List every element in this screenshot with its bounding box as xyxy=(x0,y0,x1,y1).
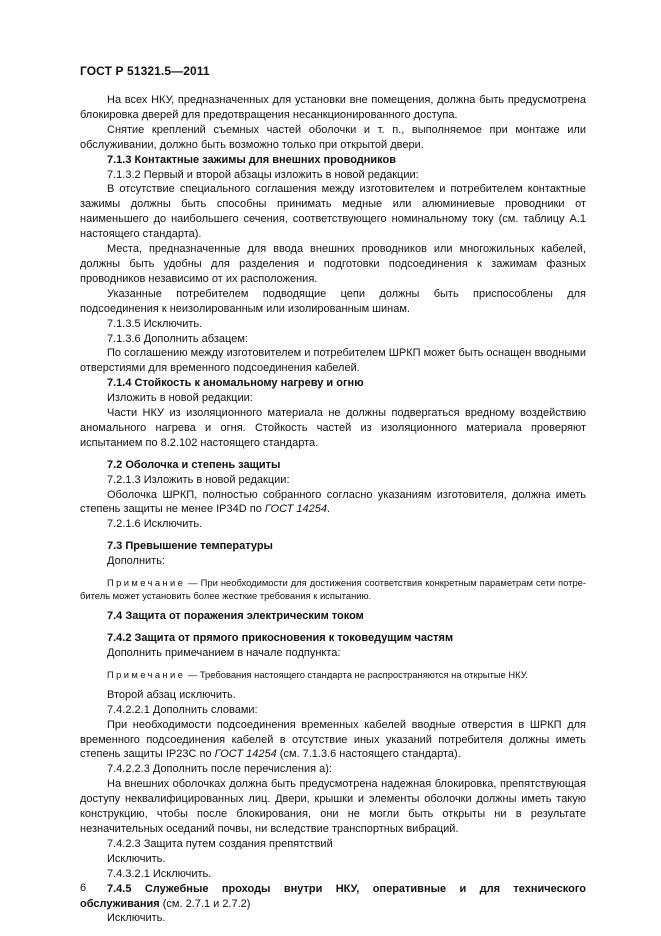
body-paragraph xyxy=(80,242,586,287)
body-paragraph xyxy=(80,762,586,777)
paragraph-text-tail: . xyxy=(327,503,331,516)
paragraph-text: Места, предназначенные для ввода внешних проводников или многожильных кабелей, должны быть удобны для разделения и подготовки подсоединения к зажимам фазных проводников независимо от их расположения. xyxy=(80,243,586,285)
body-paragraph xyxy=(80,718,586,763)
paragraph-text: Указанные потребителем подводящие цепи должны быть приспособлены для подсоединения к неизолированным или изолированным шинам. xyxy=(80,287,586,315)
section-heading-text: 7.1.3 Контактные зажимы для внешних проводников xyxy=(107,153,397,166)
section-heading-text: 7.3 Превышение температуры xyxy=(107,540,273,553)
body-paragraph xyxy=(80,93,586,123)
section-heading xyxy=(80,609,586,624)
paragraph-text: Дополнить примечанием в начале подпункта: xyxy=(107,646,341,659)
section-heading xyxy=(80,631,586,646)
standard-reference: ГОСТ 14254 xyxy=(214,748,277,761)
paragraph-text: На всех НКУ, предназначенных для установки вне помещения, должна быть предусмотрена блокировка дверей для предотвращения несанкционированного доступа. xyxy=(80,94,586,121)
body-paragraph xyxy=(80,391,586,406)
paragraph-text: При необходимости подсоединения временных кабелей вводные отверстия в ШРКП для временного подсоединения кабелей в отсутствие иных указаний потребителя должны иметь степень защиты IP23C по xyxy=(80,718,586,761)
body-paragraph xyxy=(80,123,586,153)
body-paragraph xyxy=(80,473,586,488)
standard-reference: ГОСТ 14254 xyxy=(264,503,328,516)
body-paragraph xyxy=(80,182,586,242)
paragraph-text: 7.1.3.6 Дополнить абзацем: xyxy=(107,332,248,345)
body-paragraph xyxy=(80,867,586,882)
section-heading-text: 7.4 Защита от поражения электрическим током xyxy=(107,610,364,623)
paragraph-text: Оболочка ШРКП, полностью собранного согласно указаниям изготовителя, должна иметь степень защиты не менее IP34D по xyxy=(80,488,586,516)
paragraph-text: Второй абзац исключить. xyxy=(107,688,236,701)
body-paragraph xyxy=(80,554,586,569)
paragraph-text: 7.1.3.5 Исключить. xyxy=(107,317,203,330)
section-heading-text: 7.4.2 Защита от прямого прикосновения к токоведущим частям xyxy=(107,632,454,644)
section-heading-text: 7.1.4 Стойкость к аномальному нагреву и огню xyxy=(107,377,364,390)
section-heading xyxy=(80,153,586,168)
document-header: ГОСТ Р 51321.5—2011 xyxy=(80,64,210,78)
note-text: — Требования настоящего стандарта не распространяются на открытые НКУ. xyxy=(185,668,529,680)
section-heading-ref: (см. 2.7.1 и 2.7.2) xyxy=(159,897,251,910)
paragraph-text: 7.4.3.2.1 Исключить. xyxy=(107,867,212,880)
paragraph-text: 7.4.2.2.1 Дополнить словами: xyxy=(107,703,258,716)
section-heading xyxy=(80,882,586,912)
section-heading-text: 7.4.5 Служебные проходы внутри НКУ, оперативные и для технического обслуживания xyxy=(80,882,586,910)
body-paragraph xyxy=(80,346,586,376)
note-label: Примечание xyxy=(107,668,186,680)
paragraph-text-tail: (см. 7.1.3.6 настоящего стандарта). xyxy=(276,748,461,761)
paragraph-text: Снятие креплений съемных частей оболочки и т. п., выполняемое при монтаже или обслуживании, должно быть возможно только при открытой двери. xyxy=(80,123,586,151)
paragraph-text: 7.4.2.2.3 Дополнить после перечисления а): xyxy=(107,763,332,776)
body-paragraph xyxy=(80,406,586,451)
section-heading xyxy=(80,376,586,391)
body-paragraph xyxy=(80,317,586,332)
paragraph-text: 7.1.3.2 Первый и второй абзацы изложить в новой редакции: xyxy=(107,168,419,181)
paragraph-text: Дополнить: xyxy=(107,555,165,568)
paragraph-text: Исключить. xyxy=(107,852,166,865)
section-heading-text: 7.2 Оболочка и степень защиты xyxy=(107,458,281,471)
section-heading xyxy=(80,539,586,554)
paragraph-text: В отсутствие специального соглашения между изготовителем и потребителем контактные зажимы должны быть способны принимать медные или алюминиевые проводники от наименьшего до наибольшего сечения, соответствующего номинальному току (см. таблицу А.1 настоящего стандарта). xyxy=(80,183,586,241)
body-paragraph xyxy=(80,777,586,837)
body-paragraph xyxy=(80,852,586,867)
body-paragraph xyxy=(80,703,586,718)
note-paragraph xyxy=(80,576,586,602)
note-paragraph xyxy=(80,668,586,681)
paragraph-text: Исключить. xyxy=(107,912,166,925)
paragraph-text: 7.2.1.6 Исключить. xyxy=(107,518,203,531)
body-paragraph xyxy=(80,911,586,926)
paragraph-text: Части НКУ из изоляционного материала не должны подвергаться вредному воздействию аномального нагрева и огня. Стойкость частей из изоляционного материала проверяют испытанием по 8.2.102 настоящего стандарта. xyxy=(80,407,586,449)
paragraph-text: На внешних оболочках должна быть предусмотрена надежная блокировка, препятствующая доступу неквалифицированных лиц. Двери, крышки и элементы оболочки должны иметь такую конструкцию, чтобы после блокирования, они не могли быть открыты ни в результате незначительных оседаний почвы, ни вследствие транспортных вибраций. xyxy=(80,778,586,835)
paragraph-text: 7.4.2.3 Защита путем создания препятствий xyxy=(107,837,333,850)
paragraph-text: Изложить в новой редакции: xyxy=(107,392,253,405)
paragraph-text: По соглашению между изготовителем и потребителем ШРКП может быть оснащен вводными отверстиями для временного подсоединения кабелей. xyxy=(80,347,586,375)
body-paragraph xyxy=(80,517,586,532)
page-number: 6 xyxy=(80,882,87,894)
document-body xyxy=(80,93,586,926)
body-paragraph xyxy=(80,168,586,183)
body-paragraph xyxy=(80,287,586,317)
body-paragraph xyxy=(80,688,586,703)
body-paragraph xyxy=(80,488,586,518)
body-paragraph xyxy=(80,837,586,852)
body-paragraph xyxy=(80,646,586,661)
paragraph-text: 7.2.1.3 Изложить в новой редакции: xyxy=(107,473,290,486)
body-paragraph xyxy=(80,332,586,347)
section-heading xyxy=(80,458,586,473)
note-text: — При необходимости для достижения соответствия конкретным параметрам сети потребитель может установить более жесткие требования к испытанию. xyxy=(80,577,586,602)
note-label: Примечание xyxy=(107,577,186,589)
